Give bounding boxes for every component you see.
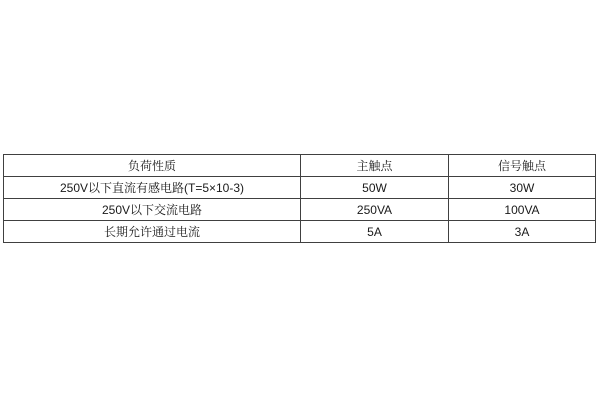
table-header-row (4, 155, 596, 177)
cell-signal-rating: 100VA (449, 199, 596, 221)
table-row-ac-circuit (4, 199, 596, 221)
cell-signal-rating: 30W (449, 177, 596, 199)
cell-load-type: 250V以下直流有感电路(T=5×10-3) (4, 177, 301, 199)
cell-main-rating: 50W (301, 177, 449, 199)
col-header-main-contact: 主触点 (301, 155, 449, 177)
table-row-continuous-current (4, 221, 596, 243)
table-row-dc-inductive (4, 177, 596, 199)
cell-signal-rating: 3A (449, 221, 596, 243)
contact-rating-table (3, 154, 596, 243)
cell-main-rating: 250VA (301, 199, 449, 221)
cell-main-rating: 5A (301, 221, 449, 243)
col-header-signal-contact: 信号触点 (449, 155, 596, 177)
cell-load-type: 长期允许通过电流 (4, 221, 301, 243)
col-header-load-nature: 负荷性质 (4, 155, 301, 177)
cell-load-type: 250V以下交流电路 (4, 199, 301, 221)
